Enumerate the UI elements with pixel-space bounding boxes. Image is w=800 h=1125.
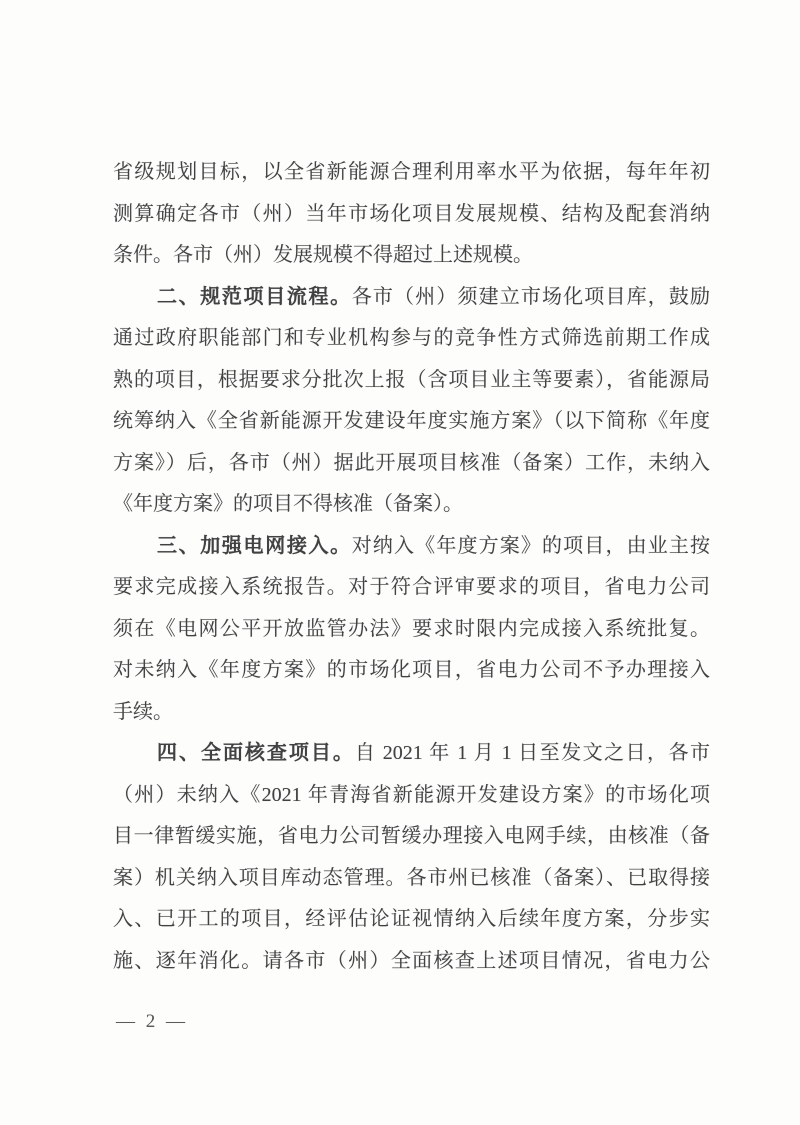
text-line <box>113 733 710 775</box>
section-heading-bold: 二、规范项目流程。 <box>157 285 352 308</box>
text-line <box>113 899 710 941</box>
text-line <box>113 567 710 609</box>
line-text: 省级规划目标，以全省新能源合理利用率水平为依据，每年年初 <box>113 161 710 183</box>
line-text: 方案》）后，各市（州）据此开展项目核准（备案）工作，未纳入 <box>113 451 710 474</box>
line-text: 案）机关纳入项目库动态管理。各市州已核准（备案）、已取得接 <box>113 866 710 889</box>
line-text: 目一律暂缓实施，省电力公司暂缓办理接入电网手续，由核准（备 <box>113 825 710 847</box>
text-line <box>113 775 710 817</box>
line-text: 条件。各市（州）发展规模不得超过上述规模。 <box>113 244 533 266</box>
page-number: — 2 — <box>116 1011 188 1032</box>
section-heading-bold: 三、加强电网接入。 <box>157 534 352 557</box>
text-line <box>113 858 710 900</box>
section-heading-bold: 四、全面核查项目。 <box>157 742 355 764</box>
text-line <box>113 816 710 858</box>
line-text: 自 2021 年 1 月 1 日至发文之日，各市 <box>354 742 710 764</box>
text-line <box>113 401 710 443</box>
document-body <box>113 152 710 982</box>
line-text: 统筹纳入《全省新能源开发建设年度实施方案》（以下简称《年度 <box>113 410 710 432</box>
text-line <box>113 235 710 277</box>
line-text: 各市（州）须建立市场化项目库，鼓励 <box>351 285 710 308</box>
line-text: 《年度方案》的项目不得核准（备案）。 <box>113 493 463 515</box>
line-text: 熟的项目，根据要求分批次上报（含项目业主等要素），省能源局 <box>113 368 710 391</box>
text-line <box>113 526 710 568</box>
text-line <box>113 360 710 402</box>
text-line <box>113 443 710 485</box>
line-text: 对未纳入《年度方案》的市场化项目，省电力公司不予办理接入 <box>113 659 710 681</box>
line-text: （州）未纳入《2021 年青海省新能源开发建设方案》的市场化项 <box>113 783 710 806</box>
line-text: 对纳入《年度方案》的项目，由业主按 <box>351 534 710 557</box>
line-text: 要求完成接入系统报告。对于符合评审要求的项目，省电力公司 <box>113 576 710 598</box>
line-text: 手续。 <box>113 700 173 723</box>
text-line <box>113 941 710 983</box>
text-line <box>113 484 710 526</box>
text-line <box>113 650 710 692</box>
text-line <box>113 152 710 194</box>
line-text: 通过政府职能部门和专业机构参与的竞争性方式筛选前期工作成 <box>113 327 710 349</box>
line-text: 入、已开工的项目，经评估论证视情纳入后续年度方案，分步实 <box>113 908 710 930</box>
text-line <box>113 277 710 319</box>
text-line <box>113 692 710 734</box>
line-text: 须在《电网公平开放监管办法》要求时限内完成接入系统批复。 <box>113 617 710 640</box>
line-text: 测算确定各市（州）当年市场化项目发展规模、结构及配套消纳 <box>113 202 710 225</box>
text-line <box>113 609 710 651</box>
line-text: 施、逐年消化。请各市（州）全面核查上述项目情况，省电力公 <box>113 949 710 972</box>
text-line <box>113 318 710 360</box>
text-line <box>113 194 710 236</box>
